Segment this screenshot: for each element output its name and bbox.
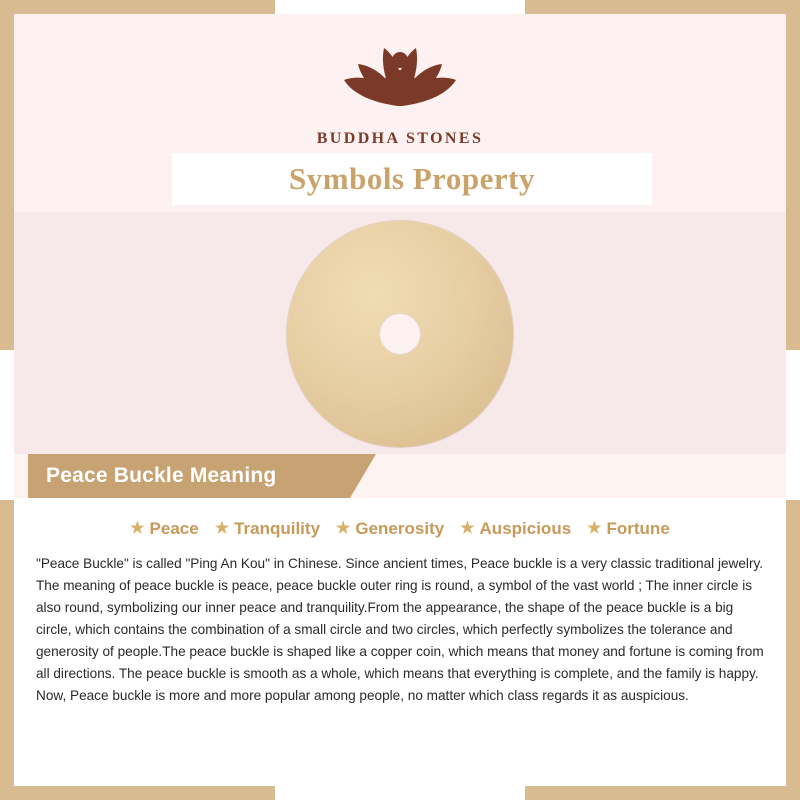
keyword-label: Fortune [606, 519, 670, 538]
section-ribbon [28, 454, 350, 498]
star-icon: ★ [460, 520, 475, 537]
keyword-list [14, 498, 786, 539]
lotus-meditation-icon [320, 28, 480, 124]
keyword-item [336, 519, 444, 539]
star-icon: ★ [336, 520, 351, 537]
star-icon: ★ [587, 520, 602, 537]
star-icon: ★ [130, 520, 145, 537]
section-ribbon-tail [350, 454, 376, 498]
keyword-item [460, 519, 571, 539]
keyword-label: Generosity [355, 519, 445, 538]
content-panel [14, 14, 786, 786]
star-icon: ★ [214, 520, 230, 537]
body-card [14, 498, 786, 786]
brand-header [14, 14, 786, 147]
keyword-item [587, 519, 670, 539]
illustration-area [14, 214, 786, 454]
keyword-label: Tranquility [234, 519, 321, 538]
page-title-band [172, 153, 652, 205]
peace-buckle-disc [287, 221, 513, 447]
section-heading: Peace Buckle Meaning [46, 464, 277, 487]
description-paragraph: "Peace Buckle" is called "Ping An Kou" in Chinese. Since ancient times, Peace buckle is a very classic traditional jewelry. The meaning of peace buckle is peace, peace buckle outer ring is round, a symbol of the vast world ; The inner circle is also round, symbolizing our inner peace and tranquility.From the appearance, the shape of the peace buckle is a big circle, which contains the combination of a small circle and two circles, which perfectly symbolizes the tolerance and generosity of people.The peace buckle is shaped like a copper coin, which means that money and fortune is coming from all directions. The peace buckle is smooth as a whole, which means that everything is complete, and the family is happy. Now, Peace buckle is more and more popular among people, no matter which class regards it as auspicious. [36, 556, 764, 704]
keyword-label: Auspicious [479, 519, 572, 538]
page-title: Symbols Property [289, 161, 535, 196]
peace-buckle-inner-hole [379, 313, 421, 355]
brand-name: BUDDHA STONES [316, 130, 484, 147]
keyword-label: Peace [149, 519, 199, 538]
keyword-item [130, 519, 199, 539]
keyword-item [215, 519, 320, 539]
